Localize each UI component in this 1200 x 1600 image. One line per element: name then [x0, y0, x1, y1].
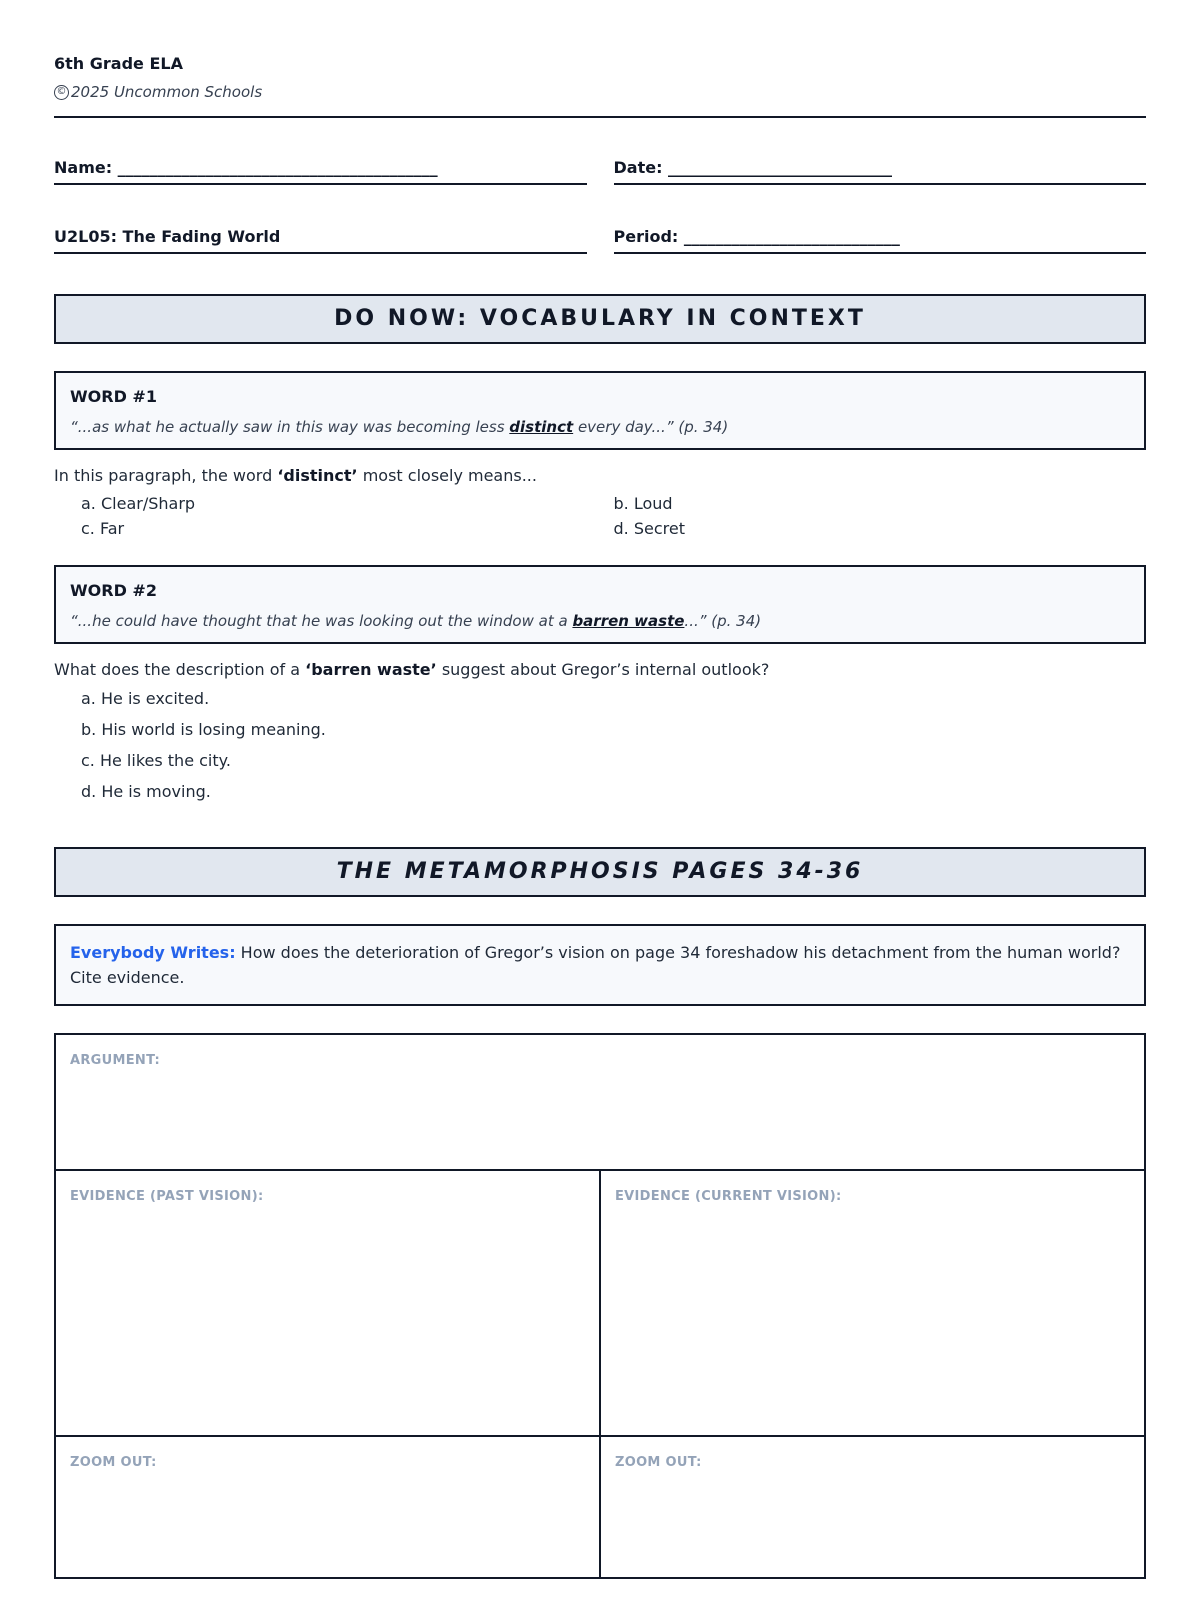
- question-2-choices: [81, 689, 1146, 801]
- zoom-out-row: [56, 1437, 1144, 1577]
- question-1-choices: [81, 494, 1146, 538]
- copyright-icon: ©: [54, 85, 69, 100]
- word2-quote: “...he could have thought that he was looking out the window at a barren waste...” (p. 34): [70, 612, 762, 630]
- date-field[interactable]: Date: ____________________________: [614, 158, 1147, 185]
- course-title: 6th Grade ELA: [54, 54, 183, 73]
- word1-quote: “...as what he actually saw in this way was becoming less distinct every day...” (p. 34): [70, 418, 729, 436]
- choice-2a[interactable]: a. He is excited.: [81, 689, 210, 708]
- choice-1b[interactable]: b. Loud: [613, 494, 673, 513]
- word1-box: [54, 371, 1146, 450]
- copyright-text: 2025 Uncommon Schools: [71, 83, 263, 101]
- evidence-row: [56, 1171, 1144, 1437]
- word2-keyword: barren waste: [572, 612, 685, 630]
- evidence-past-box[interactable]: EVIDENCE (PAST VISION):: [70, 1189, 264, 1204]
- reading-banner: THE METAMORPHOSIS PAGES 34-36: [54, 847, 1146, 897]
- everybody-writes-prompt: [54, 924, 1146, 1006]
- do-now-banner: DO NOW: VOCABULARY IN CONTEXT: [54, 294, 1146, 344]
- period-field[interactable]: Period: ___________________________: [614, 227, 1147, 254]
- zoom-out-right-box[interactable]: ZOOM OUT:: [599, 1437, 1144, 1577]
- choice-2d[interactable]: d. He is moving.: [81, 782, 211, 801]
- word2-label: WORD #2: [70, 581, 157, 600]
- student-info: [54, 158, 1146, 254]
- choice-2b[interactable]: b. His world is losing meaning.: [81, 720, 326, 739]
- word2-box: [54, 565, 1146, 644]
- name-field[interactable]: Name: ________________________________________: [54, 158, 587, 185]
- argument-row: [56, 1035, 1144, 1171]
- evidence-current-box[interactable]: EVIDENCE (CURRENT VISION):: [599, 1171, 1144, 1435]
- question-1: In this paragraph, the word ‘distinct’ most closely means...: [54, 466, 537, 485]
- header-divider: [54, 116, 1146, 118]
- everybody-writes-label: Everybody Writes:: [70, 943, 236, 962]
- argument-box[interactable]: ARGUMENT:: [70, 1053, 161, 1068]
- choice-1d[interactable]: d. Secret: [613, 519, 685, 538]
- word1-keyword: distinct: [509, 418, 574, 436]
- lesson-title: U2L05: The Fading World: [54, 227, 587, 254]
- copyright-line: [54, 83, 1146, 101]
- question-2: What does the description of a ‘barren waste’ suggest about Gregor’s internal outlook?: [54, 660, 770, 679]
- response-organizer: [54, 1033, 1146, 1579]
- zoom-out-left-box[interactable]: ZOOM OUT:: [70, 1455, 157, 1470]
- choice-2c[interactable]: c. He likes the city.: [81, 751, 231, 770]
- everybody-writes-text: How does the deterioration of Gregor’s vision on page 34 foreshadow his detachment from the human world? Cite evidence.: [70, 943, 1121, 987]
- choice-1c[interactable]: c. Far: [81, 519, 125, 538]
- choice-1a[interactable]: a. Clear/Sharp: [81, 494, 196, 513]
- word1-label: WORD #1: [70, 387, 157, 406]
